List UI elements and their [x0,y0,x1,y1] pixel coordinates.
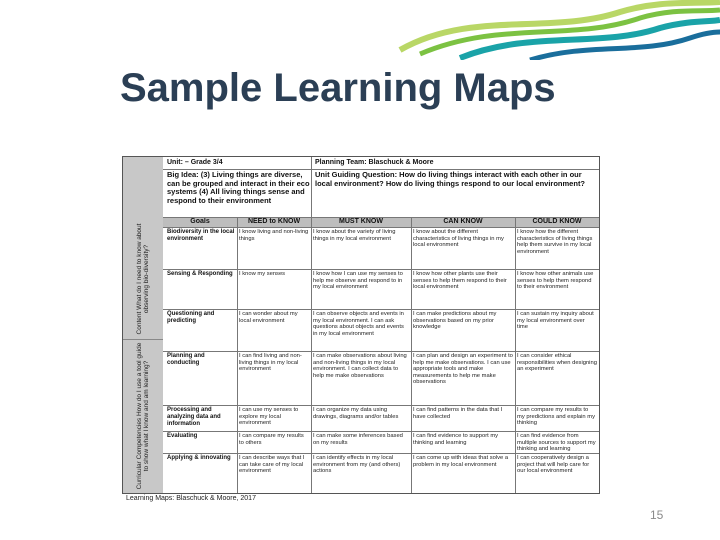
divider [163,169,599,170]
goal-label: Planning and conducting [167,353,205,366]
must-know-cell: I can identify effects in my local environment from my (and others) actions [313,455,401,475]
must-know-cell: I can make some inferences based on my results [313,433,403,446]
could-know-cell: I know how the different characteristics of living things help them survive in my local environment [517,229,593,255]
must-know-cell: I can observe objects and events in my local environment. I can ask questions about objects and events in my local environment [313,311,404,337]
goal-label: Questioning and predicting [167,311,215,324]
side-label-content: Content What do I need to know about observing bio-diversity? [123,219,163,340]
need-to-know-cell: I know my senses [239,271,286,277]
planning-team-label: Planning Team: Blaschuck & Moore [315,159,434,166]
can-know-cell: I can plan and design an experiment to help me make observations. I can use appropriate tools and make measurements to help me make observations [413,353,513,386]
could-know-cell: I know how other animals use senses to help them respond to their environment [517,271,594,291]
need-to-know-cell: I can find living and non-living things in my local environment [239,353,302,373]
column-header: CAN KNOW [443,218,483,225]
column-header: COULD KNOW [532,218,582,225]
can-know-cell: I know how other plants use their senses to help them respond to their local environment [413,271,507,291]
divider [411,217,412,493]
need-to-know-cell: I can describe ways that I can take care of my local environment [239,455,305,475]
column-header: MUST KNOW [339,218,383,225]
guiding-question: Unit Guiding Question: How do living things interact with each other in our local environment? How do living things respond to our local environment? [315,171,586,188]
column-header: NEED to KNOW [247,218,301,225]
divider [163,217,599,218]
could-know-cell: I can consider ethical responsibilities when designing an experiment [517,353,597,373]
unit-label: Unit: – Grade 3/4 [167,159,223,166]
can-know-cell: I can make predictions about my observations based on my prior knowledge [413,311,497,331]
goal-label: Biodiversity in the local environment [167,229,235,242]
goal-label: Sensing & Responding [167,271,233,277]
need-to-know-cell: I can use my senses to explore my local environment [239,407,299,427]
divider [163,309,599,310]
slide-title: Sample Learning Maps [120,66,556,110]
divider [311,157,312,217]
page-number: 15 [650,508,664,522]
side-bar [123,157,163,493]
need-to-know-cell: I know living and non-living things [239,229,309,242]
must-know-cell: I can make observations about living and non-living things in my local environment. I can collect data to help me make observations [313,353,407,379]
divider [163,405,599,406]
divider [237,217,238,493]
could-know-cell: I can compare my results to my predictions and explain my thinking [517,407,595,427]
could-know-cell: I can sustain my inquiry about my local environment over time [517,311,594,331]
need-to-know-cell: I can wonder about my local environment [239,311,298,324]
must-know-cell: I know how I can use my senses to help me observe and respond to in my local environment [313,271,403,291]
can-know-cell: I know about the different characteristics of living things in my local environment [413,229,504,249]
could-know-cell: I can find evidence from multiple sources to support my thinking and learning [517,433,596,453]
can-know-cell: I can find evidence to support my thinking and learning [413,433,499,446]
goal-label: Processing and analyzing data and information [167,407,221,427]
decorative-waves [360,0,720,60]
need-to-know-cell: I can compare my results to others [239,433,304,446]
map-caption: Learning Maps: Blaschuck & Moore, 2017 [126,495,256,502]
side-label-competencies: Curricular Competencies How do I use a tool guide to show what I know and am learning? [136,342,150,490]
divider [163,269,599,270]
divider [163,227,599,228]
wave-green [420,10,720,54]
could-know-cell: I can cooperatively design a project that will help care for our local environment [517,455,590,475]
goal-label: Applying & innovating [167,455,231,461]
divider [163,351,599,352]
divider [163,453,599,454]
can-know-cell: I can come up with ideas that solve a problem in my local environment [413,455,509,468]
must-know-cell: I know about the variety of living things in my local environment [313,229,396,242]
goal-label: Evaluating [167,433,198,439]
column-header: Goals [190,218,210,225]
must-know-cell: I can organize my data using drawings, diagrams and/or tables [313,407,399,420]
big-idea: Big Idea: (3) Living things are diverse, can be grouped and interact in their eco systems (4) All living things sense and respond to their environment [167,171,310,205]
can-know-cell: I can find patterns in the data that I have collected [413,407,503,420]
divider [311,217,312,493]
divider [163,431,599,432]
divider [515,217,516,493]
learning-map-table [122,156,600,494]
